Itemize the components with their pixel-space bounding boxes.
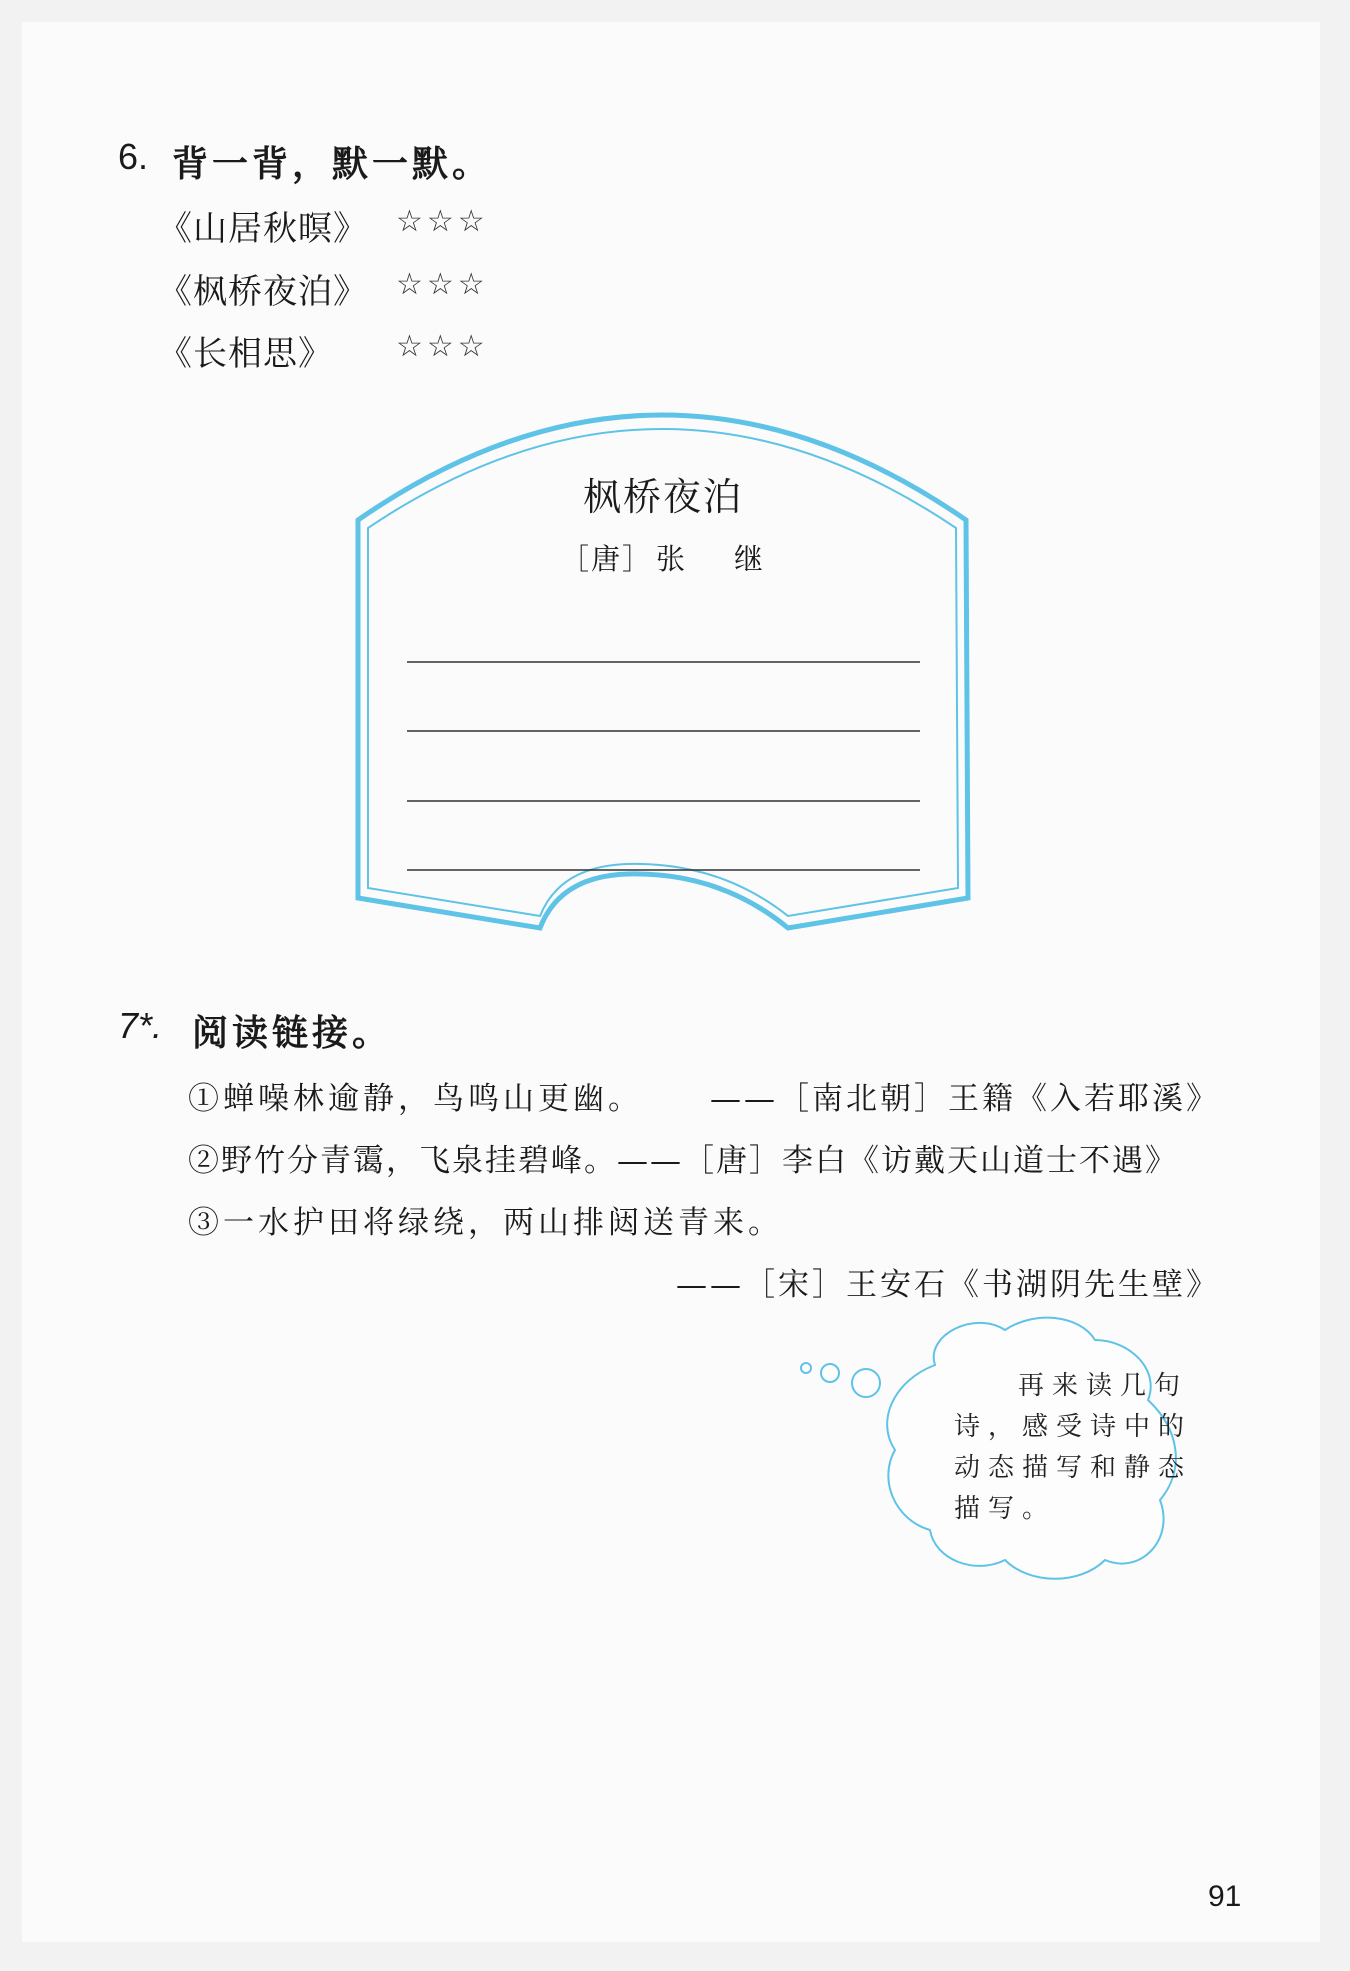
poem-title: 《山居秋暝》 xyxy=(158,209,368,249)
card-author: 张 继 xyxy=(656,542,774,576)
section-6-number: 6. xyxy=(118,136,149,177)
bubble-dot xyxy=(801,1363,811,1373)
card-dynasty: ［唐］ xyxy=(560,542,654,576)
star-rating: ☆☆☆ xyxy=(396,267,489,302)
page-number: 91 xyxy=(1208,1880,1242,1913)
star-rating: ☆☆☆ xyxy=(396,329,489,364)
star-rating: ☆☆☆ xyxy=(396,204,489,239)
bubble-dot xyxy=(821,1364,839,1382)
reading-source: ——［南北朝］王籍《入若耶溪》 xyxy=(710,1081,1220,1117)
reading-line: ②野竹分青霭，飞泉挂碧峰。——［唐］李白《访戴天山道士不遇》 xyxy=(188,1143,1178,1179)
bubble-line: 动态描写和静态 xyxy=(954,1453,1193,1483)
bubble-line: 再来读几句 xyxy=(1018,1371,1189,1401)
writing-lines xyxy=(407,662,920,870)
bubble-line: 描写。 xyxy=(954,1494,1057,1524)
poem-title: 《长相思》 xyxy=(158,334,333,374)
bubble-text xyxy=(954,1366,1192,1530)
section-6-title: 背一背，默一默。 xyxy=(172,143,493,185)
poem-title: 《枫桥夜泊》 xyxy=(158,272,368,312)
bubble-line: 诗，感受诗中的 xyxy=(954,1412,1193,1442)
reading-line: ③一水护田将绿绕，两山排闼送青来。 xyxy=(188,1205,783,1241)
section-7-number: 7*. xyxy=(118,1005,163,1046)
reading-source: ——［宋］王安石《书湖阴先生壁》 xyxy=(676,1267,1220,1303)
bubble-dot xyxy=(852,1369,880,1397)
section-7-title: 阅读链接。 xyxy=(192,1012,393,1054)
reading-line: ①蝉噪林逾静，鸟鸣山更幽。 xyxy=(188,1081,643,1117)
card-poem-title: 枫桥夜泊 xyxy=(583,475,744,519)
